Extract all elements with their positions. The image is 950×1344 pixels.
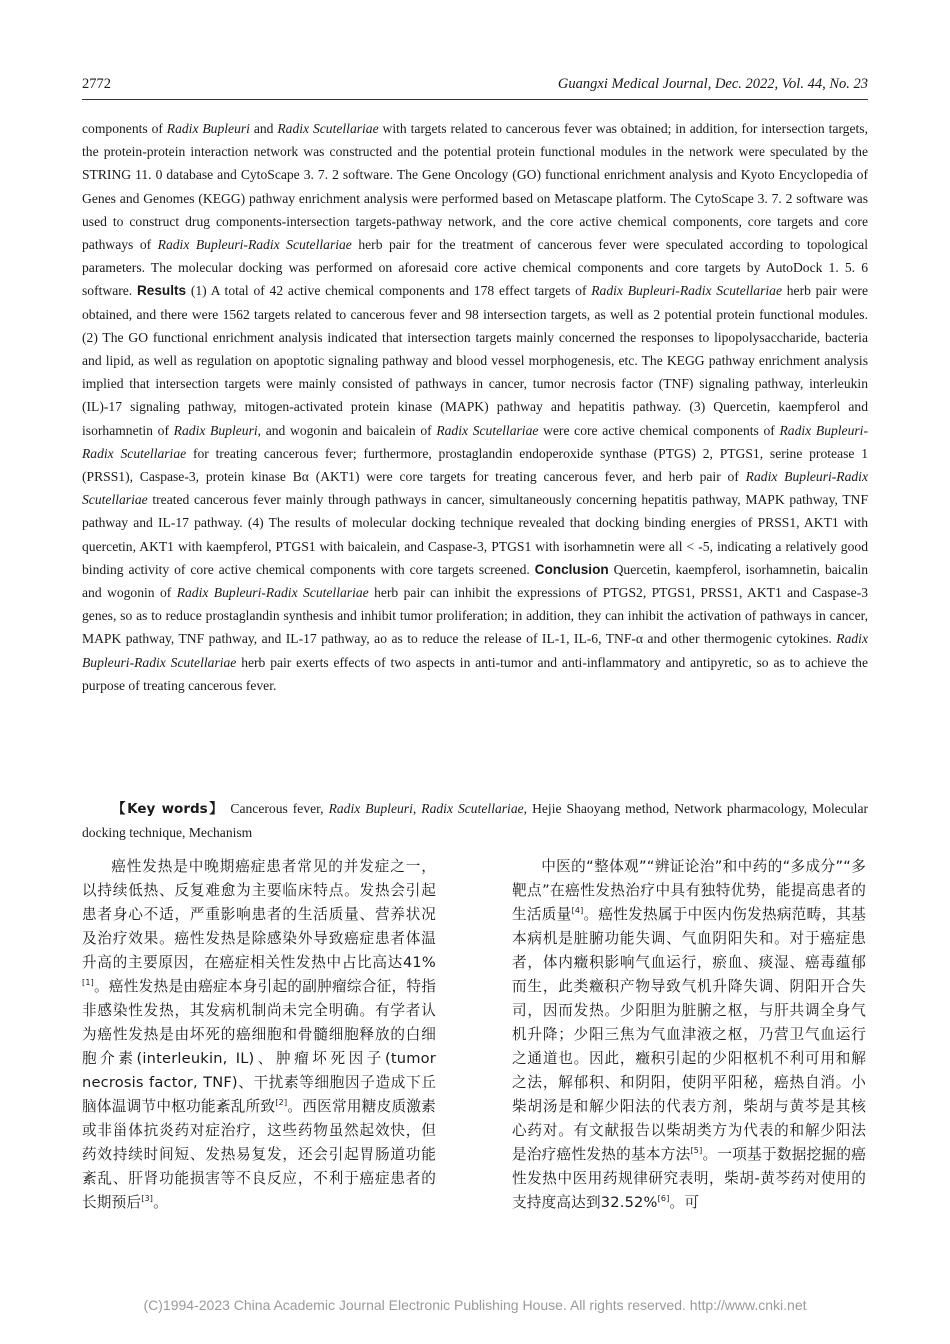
text-run: (1) A total of 42 active chemical components and 178 effect targets of xyxy=(186,283,592,299)
english-abstract xyxy=(82,117,868,697)
body-paragraph xyxy=(82,855,436,1215)
latin-name: Radix Bupleuri-Radix Scutellariae xyxy=(82,469,868,508)
text-run: 。 xyxy=(153,1194,168,1211)
citation-ref: [3] xyxy=(141,1194,154,1204)
latin-name: Radix Scutellariae xyxy=(277,121,379,136)
text-run: herb pair were obtained, and there were 1562 targets related to cancerous fever and 98 intersection targets, as well as 2 potential protein functional modules. (2) The GO functional enrichment analysis indicated that intersection targets mainly concerned the responses to lipopolysaccharide, bacteria and lipid, as well as regulation on apoptotic signaling pathway and blood vessel morphogenesis, etc. The KEGG pathway enrichment analysis implied that intersection targets were mainly consisted of pathways in cancer, tumor necrosis factor (TNF) signaling pathway, interleukin (IL)-17 signaling pathway, mitogen-activated protein kinase (MAPK) pathway and hepatitis pathway. (3) Quercetin, kaempferol and isorhamnetin of xyxy=(82,283,868,438)
keywords xyxy=(82,797,868,844)
text-run: 癌性发热是中晚期癌症患者常见的并发症之一，以持续低热、反复难愈为主要临床特点。发热会引起患者身心不适，严重影响患者的生活质量、营养状况及治疗效果。癌性发热是除感染外导致癌症患者体温升高的主要原因，在癌症相关性发热中占比高达41% xyxy=(82,858,436,971)
text-run: herb pair can inhibit the expressions of PTGS2, PTGS1, PRSS1, AKT1 and Caspase-3 genes, so as to reduce prostaglandin synthesis and inhibit tumor proliferation; in addition, they can inhibit the activation of pathways in cancer, MAPK pathway, TNF pathway, and IL-17 pathway, ao as to reduce the release of IL-1, IL-6, TNF-α and other thermogenic cytokines. xyxy=(82,585,869,647)
latin-name: Radix Bupleuri-Radix Scutellariae xyxy=(82,631,868,670)
keywords-label: 【Key words】 xyxy=(112,801,225,817)
keyword: , Hejie Shaoyang method, Network pharmacology, Molecular docking technique, Mechanism xyxy=(82,801,869,841)
body-column-left xyxy=(82,855,436,1215)
running-header xyxy=(82,76,868,98)
text-run: and xyxy=(249,121,278,136)
text-run: were core active chemical components of xyxy=(538,422,780,438)
text-run: 。可 xyxy=(669,1194,700,1211)
text-run: with targets related to cancerous fever was obtained; in addition, for intersection targets, the protein-protein interaction network was constructed and the potential protein functional modules in the network were speculated by the STRING 11. 0 database and CytoScape 3. 7. 2 software. The Gene Oncology (GO) functional enrichment analysis and Kyoto Encyclopedia of Genes and Genomes (KEGG) pathway enrichment analysis were performed based on Metascape platform. The CytoScape 3. 7. 2 software was used to construct drug components-intersection targets-pathway network, and the core active chemical components, core targets and core pathways of xyxy=(82,121,868,253)
text-run: herb pair exerts effects of two aspects in anti-tumor and anti-inflammatory and antipyretic, so as to achieve the purpose of treating cancerous fever. xyxy=(82,654,869,693)
text-run: 。癌性发热属于中医内伤发热病范畴，其基本病机是脏腑功能失调、气血阴阳失和。对于癌症患者，体内癥积影响气血运行，瘀血、痰湿、癌毒蕴郁而生，此类癥积产物导致气机升降失调、阴阳开合失司，因而发热。少阳胆为脏腑之枢，与肝共调全身气机升降；少阳三焦为气血津液之枢，乃营卫气血运行之通道也。因此，癥积引起的少阳枢机不利可用和解之法，解郁积、和阴阳，使阴平阳秘，癌热自消。小柴胡汤是和解少阳法的代表方剂，柴胡与黄芩是其核心药对。有文献报告以柴胡类方为代表的和解少阳法是治疗癌性发热的基本方法 xyxy=(512,906,866,1163)
abstract-paragraph xyxy=(82,117,868,697)
conclusion-label: Conclusion xyxy=(534,561,609,577)
latin-name: Radix Bupleuri-Radix Scutellariae xyxy=(591,283,782,299)
citation-ref: [2] xyxy=(275,1098,288,1108)
text-run: , and wogonin and baicalein of xyxy=(257,422,437,438)
text-run: herb pair for the treatment of cancerous fever were speculated according to topological parameters. The molecular docking was performed on aforesaid core active chemical components and core targets by AutoDock 1. 5. 6 software. xyxy=(82,237,868,299)
latin-name: Radix Bupleuri-Radix Scutellariae xyxy=(82,422,868,461)
journal-citation: Guangxi Medical Journal, Dec. 2022, Vol. 44, No. 23 xyxy=(557,76,868,92)
keyword: Radix Scutellariae xyxy=(421,801,524,816)
text-run: 。癌性发热是由癌症本身引起的副肿瘤综合征，特指非感染性发热，其发病机制尚未完全明确。有学者认为癌性发热是由坏死的癌细胞和骨髓细胞释放的白细胞介素(interleukin, IL)、肿瘤坏死因子(tumor necrosis factor, TNF)、干扰素等细胞因子造成下丘脑体温调节中枢功能紊乱所致 xyxy=(82,978,436,1115)
text-run: treated cancerous fever mainly through pathways in cancer, simultaneously concerning hepatitis pathway, MAPK pathway, TNF pathway and IL-17 pathway. (4) The results of molecular docking technique revealed that docking binding energies of PRSS1, AKT1 with quercetin, AKT1 with kaempferol, PTGS1 with baicalein, and Caspase-3, PTGS1 with isorhamnetin were all < -5, indicating a relatively good binding activity of core active chemical components with core targets screened. xyxy=(82,492,868,577)
text-run: components of xyxy=(82,121,167,136)
citation-ref: [4] xyxy=(571,906,584,916)
header-rule xyxy=(82,99,868,100)
keyword: Cancerous fever, xyxy=(230,801,329,816)
body-column-right xyxy=(512,855,866,1215)
latin-name: Radix Bupleuri xyxy=(166,121,250,136)
keyword-sep: , xyxy=(412,801,422,816)
latin-name: Radix Bupleuri xyxy=(173,422,258,438)
text-run: Quercetin, kaempferol, isorhamnetin, baicalin and wogonin of xyxy=(82,561,868,601)
results-label: Results xyxy=(136,283,187,299)
body-paragraph xyxy=(512,855,866,1215)
page-number: 2772 xyxy=(82,76,111,92)
text-run: 。西医常用糖皮质激素或非甾体抗炎药对症治疗，这些药物虽然起效快，但药效持续时间短、发热易复发，还会引起胃肠道功能紊乱、肝肾功能损害等不良反应，不利于癌症患者的长期预后 xyxy=(82,1098,436,1211)
text-run: 中医的“整体观”“辨证论治”和中药的“多成分”“多靶点”在癌性发热治疗中具有独特优势，能提高患者的生活质量 xyxy=(512,858,866,923)
latin-name: Radix Bupleuri-Radix Scutellariae xyxy=(157,237,352,253)
citation-ref: [1] xyxy=(82,978,94,988)
citation-ref: [5] xyxy=(690,1146,703,1156)
keyword: Radix Bupleuri xyxy=(328,801,413,816)
citation-ref: [6] xyxy=(657,1194,670,1204)
text-run: 。一项基于数据挖掘的癌性发热中医用药规律研究表明，柴胡-黄芩药对使用的支持度高达到32.52% xyxy=(512,1146,866,1211)
latin-name: Radix Scutellariae xyxy=(436,422,539,438)
copyright-footer: (C)1994-2023 China Academic Journal Electronic Publishing House. All rights reserved. http://www.cnki.net xyxy=(143,1297,807,1313)
text-run: for treating cancerous fever; furthermore, prostaglandin endoperoxide synthase (PTGS) 2, PTGS1, serine protease 1 (PRSS1), Caspase-3, protein kinase Bα (AKT1) were core targets for treating cancerous fever, and herb pair of xyxy=(82,445,868,485)
latin-name: Radix Bupleuri-Radix Scutellariae xyxy=(176,585,369,601)
